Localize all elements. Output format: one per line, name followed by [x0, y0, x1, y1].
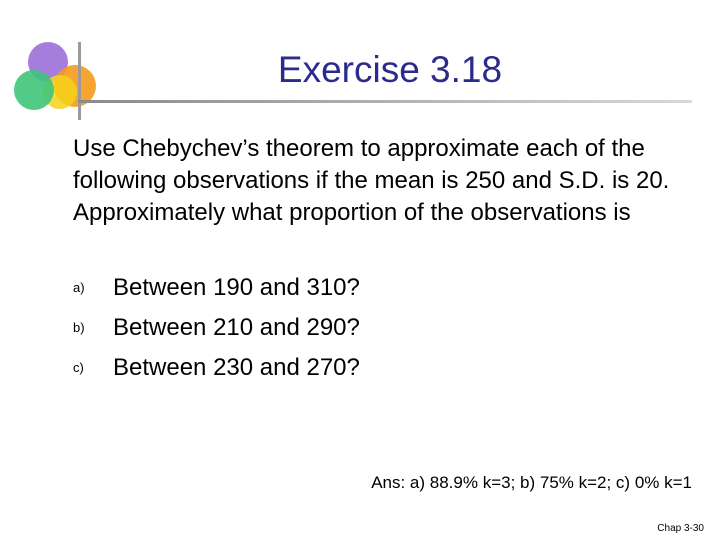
list-item-text: Between 230 and 270? — [113, 354, 360, 381]
list-item-text: Between 190 and 310? — [113, 274, 360, 301]
list-marker: a) — [73, 280, 85, 295]
question-text: Use Chebychev’s theorem to approximate each of the following observations if the mean is 250 and S.D. is 20. Approximately what proportion of the observations is — [73, 135, 670, 226]
list-marker: c) — [73, 360, 84, 375]
list-item-b — [73, 312, 703, 352]
list-marker: b) — [73, 320, 85, 335]
title-horizontal-rule — [78, 100, 692, 103]
list-item-text: Between 210 and 290? — [113, 314, 360, 341]
slide-title: Exercise 3.18 — [277, 49, 503, 90]
list-item-c — [73, 352, 703, 392]
answer-text: Ans: a) 88.9% k=3; b) 75% k=2; c) 0% k=1 — [371, 473, 692, 492]
answer-options-list — [73, 272, 703, 392]
slide-footer: Chap 3-30 — [657, 523, 704, 534]
green-circle — [14, 70, 54, 110]
list-item-a — [73, 272, 703, 312]
